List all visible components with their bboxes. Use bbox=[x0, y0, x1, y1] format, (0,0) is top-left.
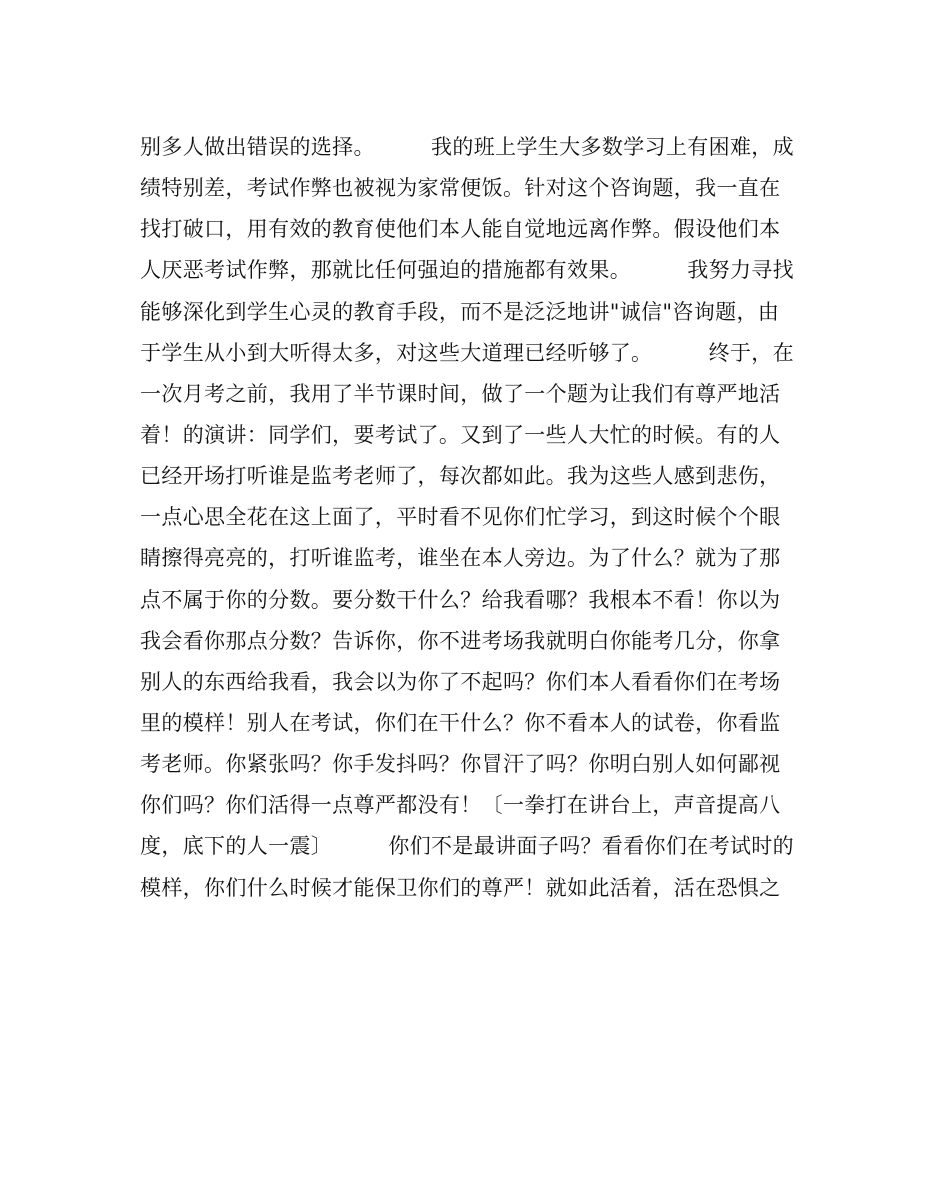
text-line: 考老师。你紧张吗？你手发抖吗？你冒汗了吗？你明白别人如何鄙视 bbox=[140, 752, 781, 777]
text-line: 你们吗？你们活得一点尊严都没有！〔一拳打在讲台上，声音提高八 bbox=[140, 793, 781, 818]
body-text bbox=[140, 127, 800, 909]
text-line: 我会看你那点分数？告诉你，你不进考场我就明白你能考几分，你拿 bbox=[140, 628, 781, 653]
text-line: 别多人做出错误的选择。 我的班上学生大多数学习上有困难，成 bbox=[140, 135, 794, 159]
text-line: 里的模样！别人在考试，你们在干什么？你不看本人的试卷，你看监 bbox=[140, 710, 781, 735]
text-line: 找打破口，用有效的教育使他们本人能自觉地远离作弊。假设他们本 bbox=[140, 217, 781, 242]
text-line: 别人的东西给我看，我会以为你了不起吗？你们本人看看你们在考场 bbox=[140, 669, 781, 694]
text-line: 一点心思全花在这上面了，平时看不见你们忙学习，到这时候个个眼 bbox=[140, 505, 781, 530]
text-line: 睛擦得亮亮的，打听谁监考，谁坐在本人旁边。为了什么？就为了那 bbox=[140, 546, 781, 571]
text-line: 能够深化到学生心灵的教育手段，而不是泛泛地讲"诚信"咨询题，由 bbox=[140, 299, 780, 324]
text-line: 一次月考之前，我用了半节课时间，做了一个题为让我们有尊严地活 bbox=[140, 381, 781, 406]
text-line: 人厌恶考试作弊，那就比任何强迫的措施都有效果。 我努力寻找 bbox=[140, 258, 794, 283]
text-line: 模样，你们什么时候才能保卫你们的尊严！就如此活着，活在恐惧之 bbox=[140, 875, 781, 900]
text-line: 着！的演讲：同学们，要考试了。又到了一些人大忙的时候。有的人 bbox=[140, 422, 781, 447]
text-line: 于学生从小到大听得太多，对这些大道理已经听够了。 终于，在 bbox=[140, 340, 794, 365]
text-line: 已经开场打听谁是监考老师了，每次都如此。我为这些人感到悲伤， bbox=[140, 464, 781, 489]
text-line: 点不属于你的分数。要分数干什么？给我看哪？我根本不看！你以为 bbox=[140, 587, 781, 612]
text-line: 度，底下的人一震〕 你们不是最讲面子吗？看看你们在考试时的 bbox=[140, 834, 794, 859]
text-line: 绩特别差，考试作弊也被视为家常便饭。针对这个咨询题，我一直在 bbox=[140, 176, 781, 201]
